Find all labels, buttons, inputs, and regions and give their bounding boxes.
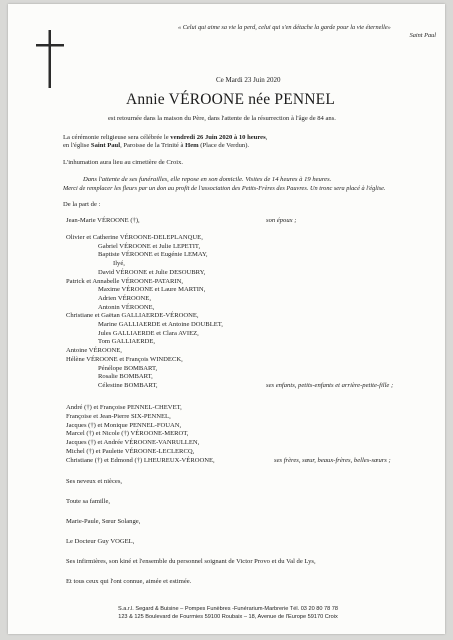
ceremony-punct: , bbox=[265, 134, 268, 141]
list-item: Patrick et Annabelle VÉROONE-PATARIN, bbox=[66, 277, 184, 285]
list-item: Célestine BOMBART, bbox=[98, 381, 158, 389]
list-item: Adrien VÉROONE, bbox=[98, 294, 151, 302]
inhumation: L'inhumation aura lieu au cimetière de Croix. bbox=[63, 159, 184, 166]
list-item: Jacques (†) et Andrée VÉROONE-VANRULLEN, bbox=[66, 439, 200, 447]
list-item: Rosalie BOMBART, bbox=[98, 373, 153, 381]
list-item: Le Docteur Guy VOGEL, bbox=[66, 538, 135, 545]
quote-reference: Saint Paul bbox=[409, 32, 436, 39]
list-item: Marine GALLIAERDE et Antoine DOUBLET, bbox=[98, 321, 223, 328]
list-item: Jacques (†) et Monique PENNEL-FOUAN, bbox=[66, 421, 182, 429]
list-item: Et tous ceux qui l'ont connue, aimée et estimée. bbox=[66, 578, 192, 585]
list-item: Antonin VÉROONE, bbox=[98, 303, 155, 311]
siblings-role: ses frères, sœur, beaux-frères, belles-sœurs ; bbox=[274, 456, 391, 464]
deceased-name: Annie VÉROONE née PENNEL bbox=[126, 91, 335, 108]
ceremony-datetime: vendredi 26 Juin 2020 à 10 heures bbox=[170, 134, 266, 141]
spouse-name: Jean-Marie VÉROONE (†), bbox=[66, 217, 140, 224]
cross-icon bbox=[36, 30, 66, 88]
children-role: ses enfants, petits-enfants et arrière-petite-fille ; bbox=[266, 381, 394, 389]
quote-block bbox=[178, 24, 440, 40]
list-item: Jules GALLIAERDE et Clara AVIEZ, bbox=[98, 329, 199, 337]
list-item: Michel (†) et Paulette VÉROONE-LECLERCQ, bbox=[66, 448, 195, 455]
list-item: Christiane et Gaëtan GALLIAERDE-VÉROONE, bbox=[66, 312, 199, 320]
funeral-home-footer bbox=[68, 606, 388, 621]
list-item: André (†) et Françoise PENNEL-CHEVET, bbox=[66, 404, 182, 411]
funeral-note: Dans l'attente de ses funérailles, elle repose en son domicile. Visites de 14 heures à 19 heures. bbox=[83, 176, 332, 183]
ceremony-text: (Place de Verdun). bbox=[198, 142, 250, 149]
list-item: Christiane (†) et Edmond (†) LHEUREUX-VÉROONE, bbox=[66, 456, 215, 464]
list-item: Maxime VÉROONE et Laure MARTIN, bbox=[98, 286, 206, 294]
list-item: Marcel (†) et Nicole (†) VÉROONE-MEROT, bbox=[66, 430, 189, 438]
ceremony-text: en l'église bbox=[63, 142, 91, 149]
announcement: est retournée dans la maison du Père, dans l'attente de la résurrection à l'âge de 84 ans. bbox=[108, 115, 336, 122]
list-item: Pénélope BOMBART, bbox=[98, 364, 158, 372]
list-item: Olivier et Catherine VÉROONE-DELEPLANQUE, bbox=[66, 234, 203, 241]
ceremony-line-1 bbox=[63, 134, 267, 142]
church-name: Saint Paul bbox=[90, 142, 121, 149]
ceremony-line-2 bbox=[63, 142, 249, 150]
list-item: Ses neveux et nièces, bbox=[66, 478, 123, 485]
town-name: Hem bbox=[185, 142, 199, 149]
list-item: Gabriel VÉROONE et Julie LEPETIT, bbox=[98, 242, 201, 250]
list-item: Ilyé, bbox=[113, 260, 125, 268]
footer-line-2: 123 & 125 Boulevard de Fourmies 59100 Roubaix – 18, Avenue de l'Europe 59170 Croix bbox=[118, 613, 338, 620]
list-item: Hélène VÉROONE et François WINDECK, bbox=[66, 355, 183, 363]
spouse-role: son époux ; bbox=[266, 217, 297, 224]
list-item: Toute sa famille, bbox=[66, 498, 111, 505]
list-item: Tom GALLIAERDE, bbox=[98, 338, 156, 346]
quote-text: « Celui qui aime sa vie la perd, celui qui s'en détache la garde pour la vie éternelle» bbox=[178, 24, 391, 31]
list-item: Françoise et Jean-Pierre SIX-PENNEL, bbox=[66, 412, 171, 420]
ceremony-text: La cérémonie religieuse sera célébrée le bbox=[63, 134, 171, 141]
list-item: Antoine VÉROONE, bbox=[66, 347, 122, 355]
obituary-sheet bbox=[8, 4, 445, 634]
flowers-note: Merci de remplacer les fleurs par un don au profit de l'association des Petits-Frères des Pauvres. Un tronc sera placé à l'église. bbox=[63, 185, 386, 192]
date-line: Ce Mardi 23 Juin 2020 bbox=[216, 76, 281, 84]
footer-line-1: S.a.r.l. Segard & Buisine – Pompes Funèbres -Funérarium-Marbrerie Tél. 03 20 80 78 78 bbox=[117, 606, 339, 612]
de-la-part: De la part de : bbox=[63, 201, 101, 208]
list-item: Marie-Paule, Sœur Solange, bbox=[66, 518, 141, 525]
ceremony-text: , Paroisse de la Trinité à bbox=[120, 142, 186, 149]
list-item: Ses infirmières, son kiné et l'ensemble du personnel soignant de Victor Provo et du Val de Lys, bbox=[66, 558, 316, 565]
list-item: David VÉROONE et Julie DESOUBRY, bbox=[98, 268, 206, 276]
list-item: Baptiste VÉROONE et Eugénie LEMAY, bbox=[98, 251, 208, 259]
